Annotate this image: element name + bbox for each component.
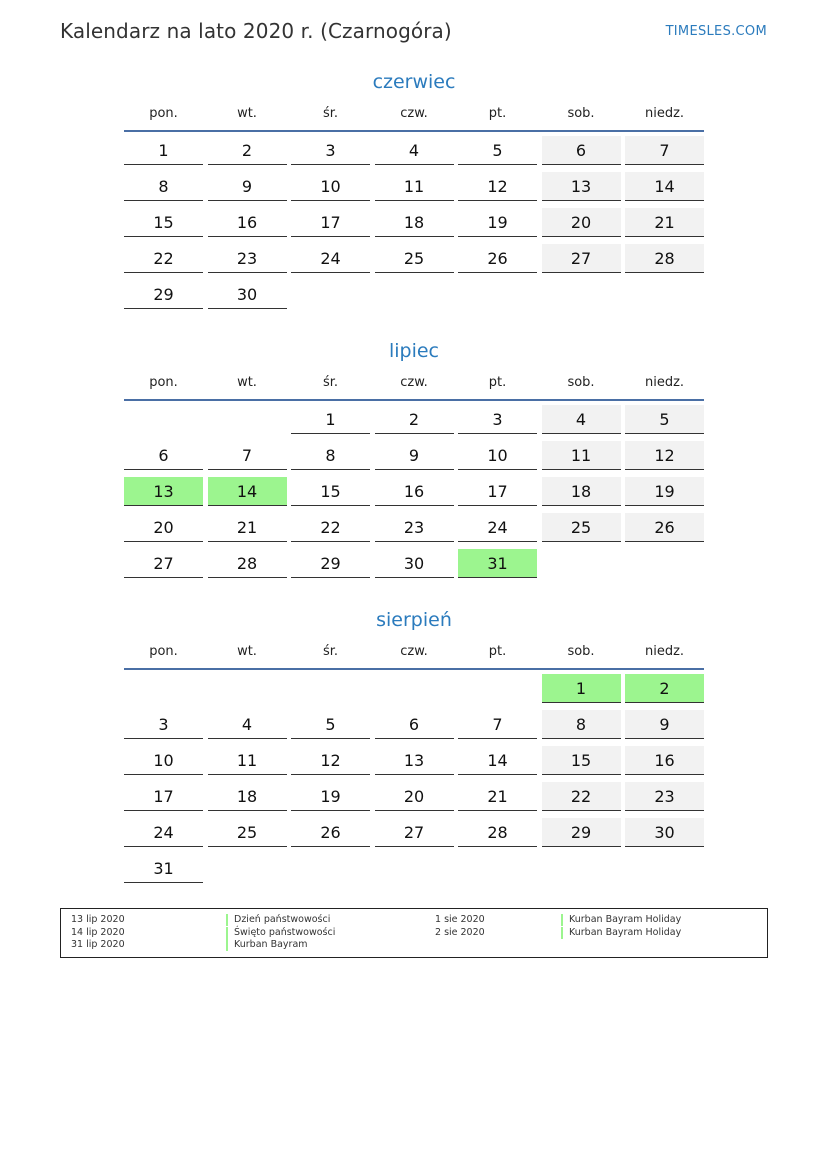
day-cell: 4 [375,136,454,165]
day-cell: 10 [458,441,537,470]
holiday-day-cell: 31 [458,549,537,578]
month-title: sierpień [376,609,452,631]
holiday-day-cell: 2 [625,674,704,703]
day-cell: 24 [124,818,203,847]
day-cell: 12 [291,746,370,775]
weekday-label: sob. [567,644,595,659]
header-divider [124,130,704,132]
day-cell: 17 [124,782,203,811]
day-cell: 2 [375,405,454,434]
day-cell: 29 [291,549,370,578]
day-cell: 17 [458,477,537,506]
day-cell: 24 [291,244,370,273]
legend-holiday-name: Kurban Bayram Holiday [561,914,681,926]
holiday-legend [60,908,768,958]
day-cell: 19 [291,782,370,811]
day-cell: 28 [458,818,537,847]
day-cell: 3 [458,405,537,434]
day-cell: 28 [625,244,704,273]
day-cell: 27 [124,549,203,578]
legend-holiday-name: Święto państwowości [226,927,335,939]
day-cell: 13 [375,746,454,775]
page-title: Kalendarz na lato 2020 r. (Czarnogóra) [60,19,452,43]
day-cell: 15 [542,746,621,775]
weekday-label: śr. [322,106,339,121]
weekday-label: pt. [488,375,507,390]
day-cell: 16 [208,208,287,237]
day-cell: 11 [208,746,287,775]
day-cell: 1 [291,405,370,434]
weekday-label: czw. [400,106,428,121]
weekday-label: sob. [567,375,595,390]
day-cell: 7 [625,136,704,165]
day-cell: 10 [124,746,203,775]
day-cell: 6 [124,441,203,470]
day-cell: 30 [375,549,454,578]
day-cell: 5 [458,136,537,165]
legend-date: 31 lip 2020 [71,939,125,950]
day-cell: 29 [542,818,621,847]
day-cell: 17 [291,208,370,237]
weekday-label: niedz. [644,375,685,390]
day-cell: 23 [208,244,287,273]
day-cell: 3 [291,136,370,165]
day-cell: 22 [291,513,370,542]
holiday-day-cell: 13 [124,477,203,506]
day-cell: 4 [542,405,621,434]
weekday-header [124,105,704,130]
weekday-label: niedz. [644,106,685,121]
day-cell: 25 [375,244,454,273]
day-cell: 10 [291,172,370,201]
weekday-label: wt. [237,644,257,659]
weekday-label: śr. [322,375,339,390]
month-title: czerwiec [372,71,456,93]
day-cell: 31 [124,854,203,883]
day-cell: 20 [542,208,621,237]
day-cell: 2 [208,136,287,165]
weekday-header [124,643,704,668]
weekday-label: śr. [322,644,339,659]
month-title: lipiec [388,340,440,362]
day-cell: 3 [124,710,203,739]
day-cell: 20 [375,782,454,811]
legend-holiday-name: Kurban Bayram [226,939,308,951]
header-divider [124,399,704,401]
weekday-label: czw. [400,375,428,390]
legend-date: 13 lip 2020 [71,914,125,925]
day-cell: 8 [542,710,621,739]
day-cell: 30 [208,280,287,309]
day-cell: 7 [458,710,537,739]
day-cell: 11 [542,441,621,470]
day-cell: 23 [625,782,704,811]
day-cell: 8 [124,172,203,201]
day-cell: 29 [124,280,203,309]
weekday-label: niedz. [644,644,685,659]
day-cell: 23 [375,513,454,542]
day-cell: 18 [208,782,287,811]
day-cell: 4 [208,710,287,739]
day-cell: 26 [458,244,537,273]
brand-link[interactable]: TIMESLES.COM [665,24,767,39]
day-cell: 9 [375,441,454,470]
day-cell: 20 [124,513,203,542]
day-cell: 28 [208,549,287,578]
day-cell: 30 [625,818,704,847]
day-cell: 25 [542,513,621,542]
day-cell: 6 [542,136,621,165]
weekday-label: pon. [149,106,178,121]
day-cell: 26 [625,513,704,542]
day-cell: 16 [375,477,454,506]
day-cell: 15 [124,208,203,237]
weekday-label: czw. [400,644,428,659]
day-cell: 27 [542,244,621,273]
header-divider [124,668,704,670]
day-cell: 18 [375,208,454,237]
weekday-header [124,374,704,399]
day-cell: 22 [124,244,203,273]
day-cell: 7 [208,441,287,470]
day-cell: 6 [375,710,454,739]
day-cell: 18 [542,477,621,506]
legend-date: 1 sie 2020 [435,914,485,925]
day-cell: 5 [625,405,704,434]
day-cell: 9 [208,172,287,201]
weekday-label: pon. [149,644,178,659]
day-cell: 8 [291,441,370,470]
weekday-label: sob. [567,106,595,121]
day-cell: 5 [291,710,370,739]
day-cell: 13 [542,172,621,201]
day-cell: 12 [625,441,704,470]
day-cell: 15 [291,477,370,506]
weekday-label: pt. [488,644,507,659]
day-cell: 16 [625,746,704,775]
day-cell: 21 [625,208,704,237]
day-cell: 21 [458,782,537,811]
holiday-day-cell: 1 [542,674,621,703]
month-block [124,68,704,304]
weekday-label: wt. [237,106,257,121]
day-cell: 19 [625,477,704,506]
weekday-label: pon. [149,375,178,390]
day-cell: 9 [625,710,704,739]
legend-holiday-name: Kurban Bayram Holiday [561,927,681,939]
day-cell: 12 [458,172,537,201]
day-cell: 21 [208,513,287,542]
month-block [124,337,704,573]
legend-date: 2 sie 2020 [435,926,485,938]
day-cell: 26 [291,818,370,847]
month-block [124,606,704,878]
legend-holiday-name: Dzień państwowości [226,914,330,926]
day-cell: 22 [542,782,621,811]
day-cell: 11 [375,172,454,201]
day-cell: 27 [375,818,454,847]
day-cell: 19 [458,208,537,237]
day-cell: 14 [458,746,537,775]
holiday-day-cell: 14 [208,477,287,506]
weekday-label: wt. [237,375,257,390]
legend-date: 14 lip 2020 [71,926,125,938]
day-cell: 1 [124,136,203,165]
day-cell: 24 [458,513,537,542]
weekday-label: pt. [488,106,507,121]
day-cell: 25 [208,818,287,847]
day-cell: 14 [625,172,704,201]
